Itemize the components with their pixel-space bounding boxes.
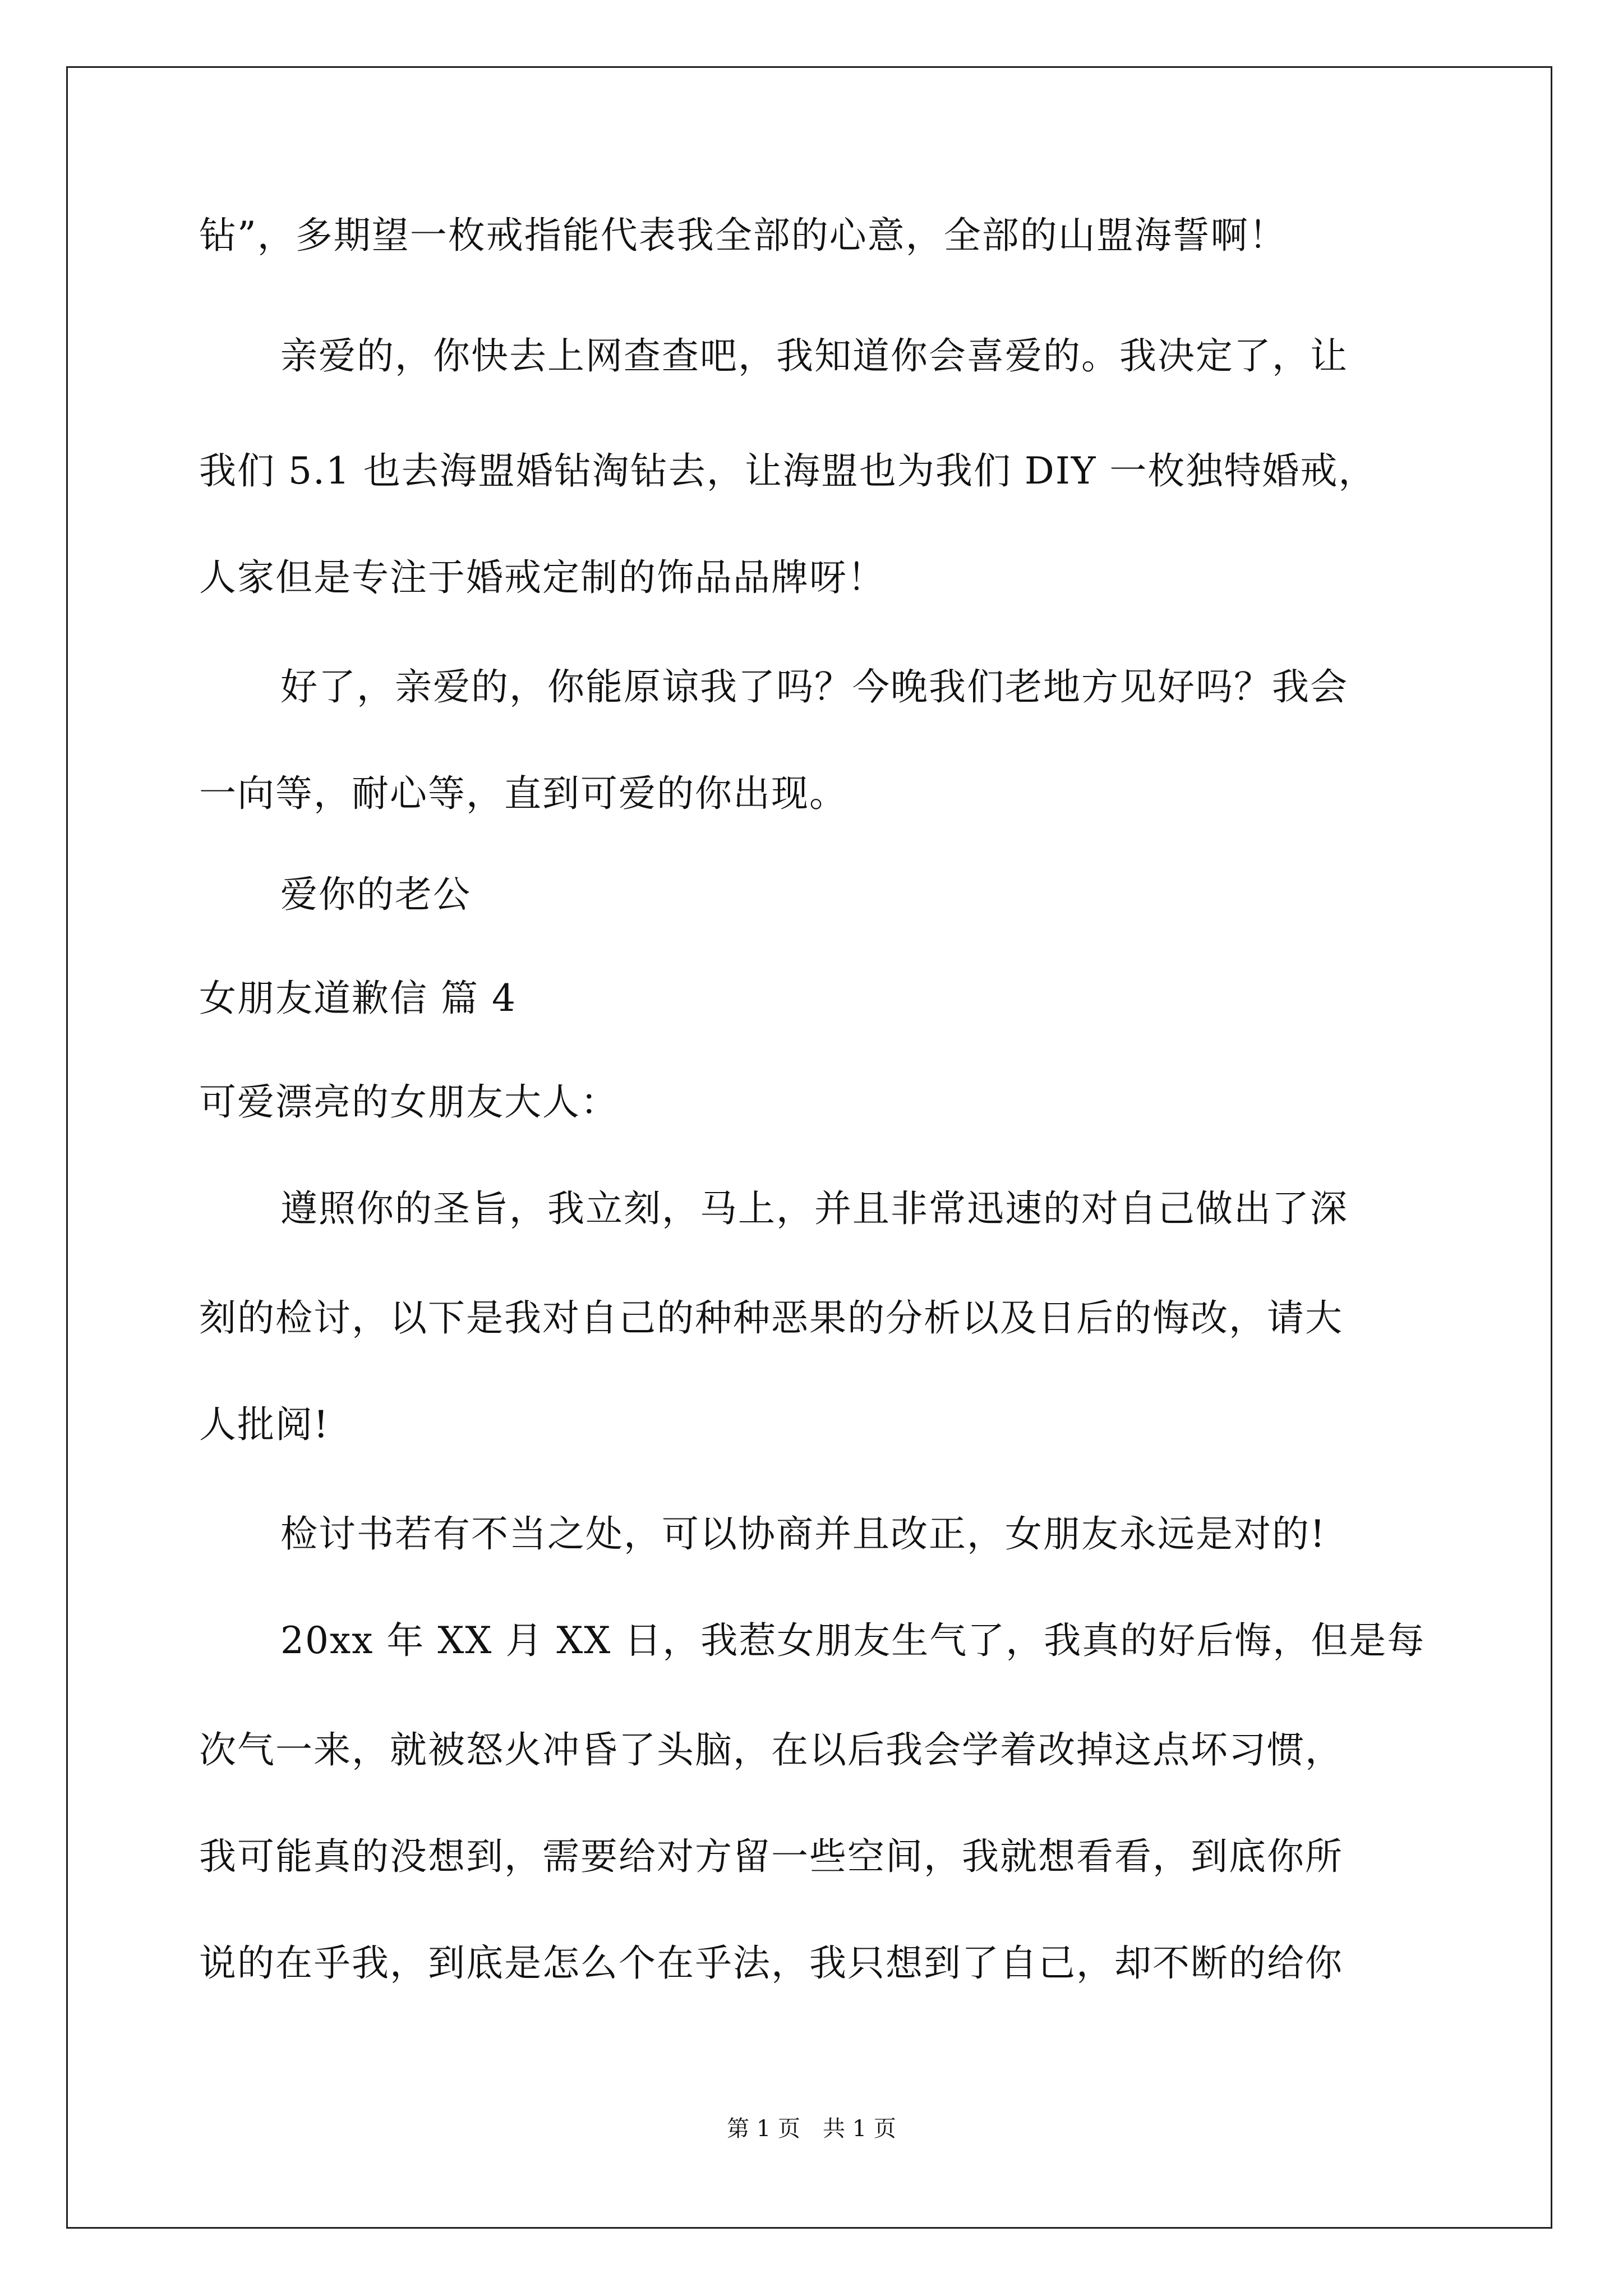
page-border [66,66,1552,2229]
closing-signature: 爱你的老公 [280,873,471,916]
text-line: 20xx 年 XX 月 XX 日，我惹女朋友生气了，我真的好后悔，但是每 [280,1619,1426,1662]
text-line: 钻”，多期望一枚戒指能代表我全部的心意，全部的山盟海誓啊！ [199,214,1287,257]
text-line: 人家但是专注于婚戒定制的饰品品牌呀！ [199,556,886,599]
text-line: 人批阅! [199,1403,330,1446]
text-line: 说的在乎我，到底是怎么个在乎法，我只想到了自己，却不断的给你 [199,1941,1343,1985]
text-line: 次气一来，就被怒火冲昏了头脑，在以后我会学着改掉这点坏习惯， [199,1728,1343,1772]
salutation: 可爱漂亮的女朋友大人： [199,1080,619,1124]
section-heading: 女朋友道歉信 篇 4 [199,977,517,1020]
text-line: 一向等，耐心等，直到可爱的你出现。 [199,772,847,815]
text-line: 我们 5.1 也去海盟婚钻淘钻去，让海盟也为我们 DIY 一枚独特婚戒， [199,449,1377,493]
text-line: 我可能真的没想到，需要给对方留一些空间，我就想看看，到底你所 [199,1835,1343,1878]
text-line: 好了，亲爱的，你能原谅我了吗？今晚我们老地方见好吗？我会 [280,665,1348,708]
text-line: 刻的检讨，以下是我对自己的种种恶果的分析以及日后的悔改，请大 [199,1296,1343,1340]
page-footer: 第 1 页 共 1 页 [727,2116,896,2142]
text-line: 亲爱的，你快去上网查查吧，我知道你会喜爱的。我决定了，让 [280,334,1348,378]
text-line: 遵照你的圣旨，我立刻，马上，并且非常迅速的对自己做出了深 [280,1187,1348,1230]
text-line: 检讨书若有不当之处，可以协商并且改正，女朋友永远是对的! [280,1512,1326,1556]
